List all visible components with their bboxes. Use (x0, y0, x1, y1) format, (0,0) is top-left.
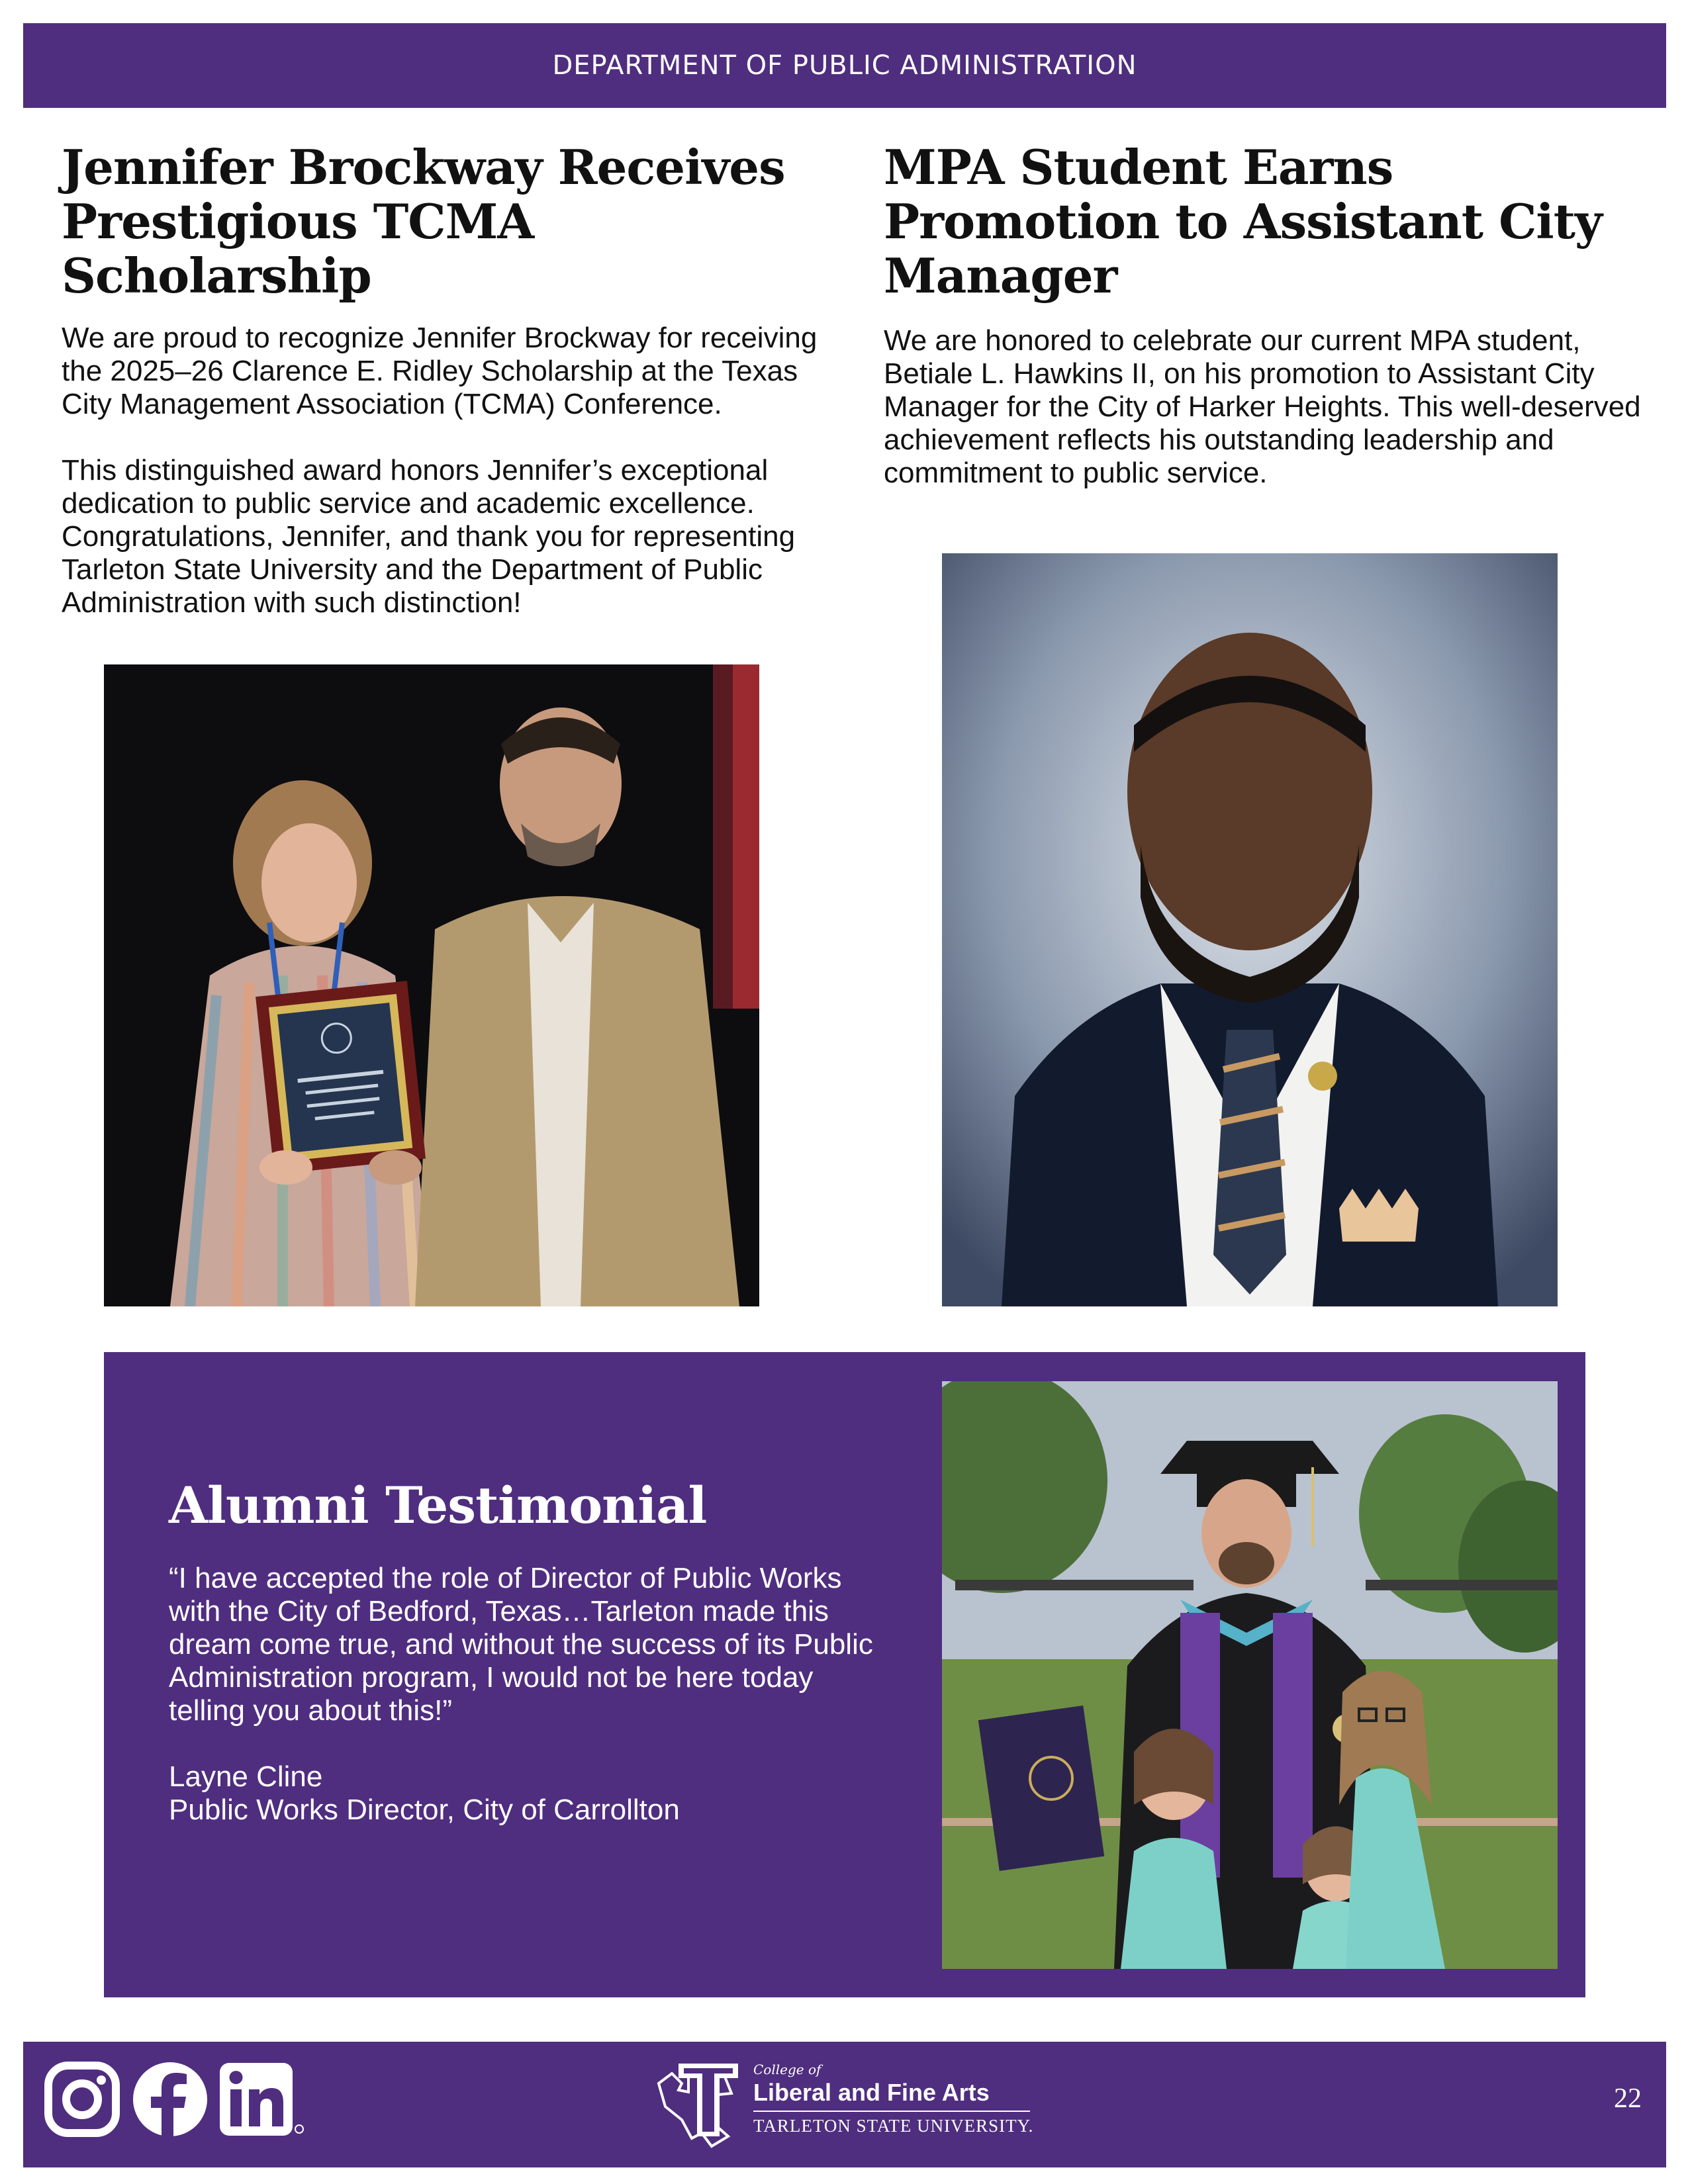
college-logo (652, 2054, 1049, 2153)
article-paragraph: This distinguished award honors Jennifer’s exceptional dedication to public service and academic excellence. Congratulations, Jennifer, and thank you for representing Tarleton State University and the Department of Public Administration with such distinction! (62, 454, 796, 619)
article-paragraph: We are proud to recognize Jennifer Brockway for receiving the 2025–26 Clarence E. Ridley Scholarship at the Texas City Management Association (TCMA) Conference. (62, 322, 818, 420)
page-number: 22 (1614, 2083, 1642, 2114)
testimonial-author-name: Layne Cline (169, 1760, 323, 1793)
article-promotion (884, 140, 1652, 490)
department-name: DEPARTMENT OF PUBLIC ADMINISTRATION (552, 50, 1137, 81)
article-scholarship (62, 140, 856, 619)
article-paragraph: We are honored to celebrate our current MPA student, Betiale L. Hawkins II, on his promotion to Assistant City Manager for the City of Harker Heights. This well-deserved achievement reflects his outstanding leadership and commitment to public service. (884, 324, 1641, 489)
award-presentation-photo (104, 664, 759, 1306)
logo-college-of: College of (753, 2062, 821, 2077)
testimonial-content (169, 1476, 897, 1827)
graduation-photo (942, 1381, 1558, 1969)
portrait-photo (942, 553, 1558, 1306)
logo-divider (753, 2111, 1030, 2112)
instagram-icon[interactable] (43, 2060, 121, 2138)
tarleton-t-icon (652, 2054, 751, 2153)
testimonial-author-role: Public Works Director, City of Carrollton (169, 1794, 680, 1826)
testimonial-title: Alumni Testimonial (169, 1476, 707, 1535)
logo-college-name: Liberal and Fine Arts (753, 2079, 990, 2106)
header-banner (23, 23, 1666, 108)
logo-university: TARLETON STATE UNIVERSITY. (753, 2116, 1034, 2136)
facebook-icon[interactable] (131, 2060, 209, 2138)
testimonial-quote: “I have accepted the role of Director of Public Works with the City of Bedford, Texas…Tarleton made this dream come true, and without the success of its Public Administration program, I would not be here today telling you about this!” (169, 1562, 873, 1727)
linkedin-icon[interactable] (217, 2060, 310, 2138)
article-title: Jennifer Brockway Receives Prestigious TCMA Scholarship (62, 139, 785, 304)
article-title: MPA Student Earns Promotion to Assistant City Manager (884, 139, 1602, 304)
